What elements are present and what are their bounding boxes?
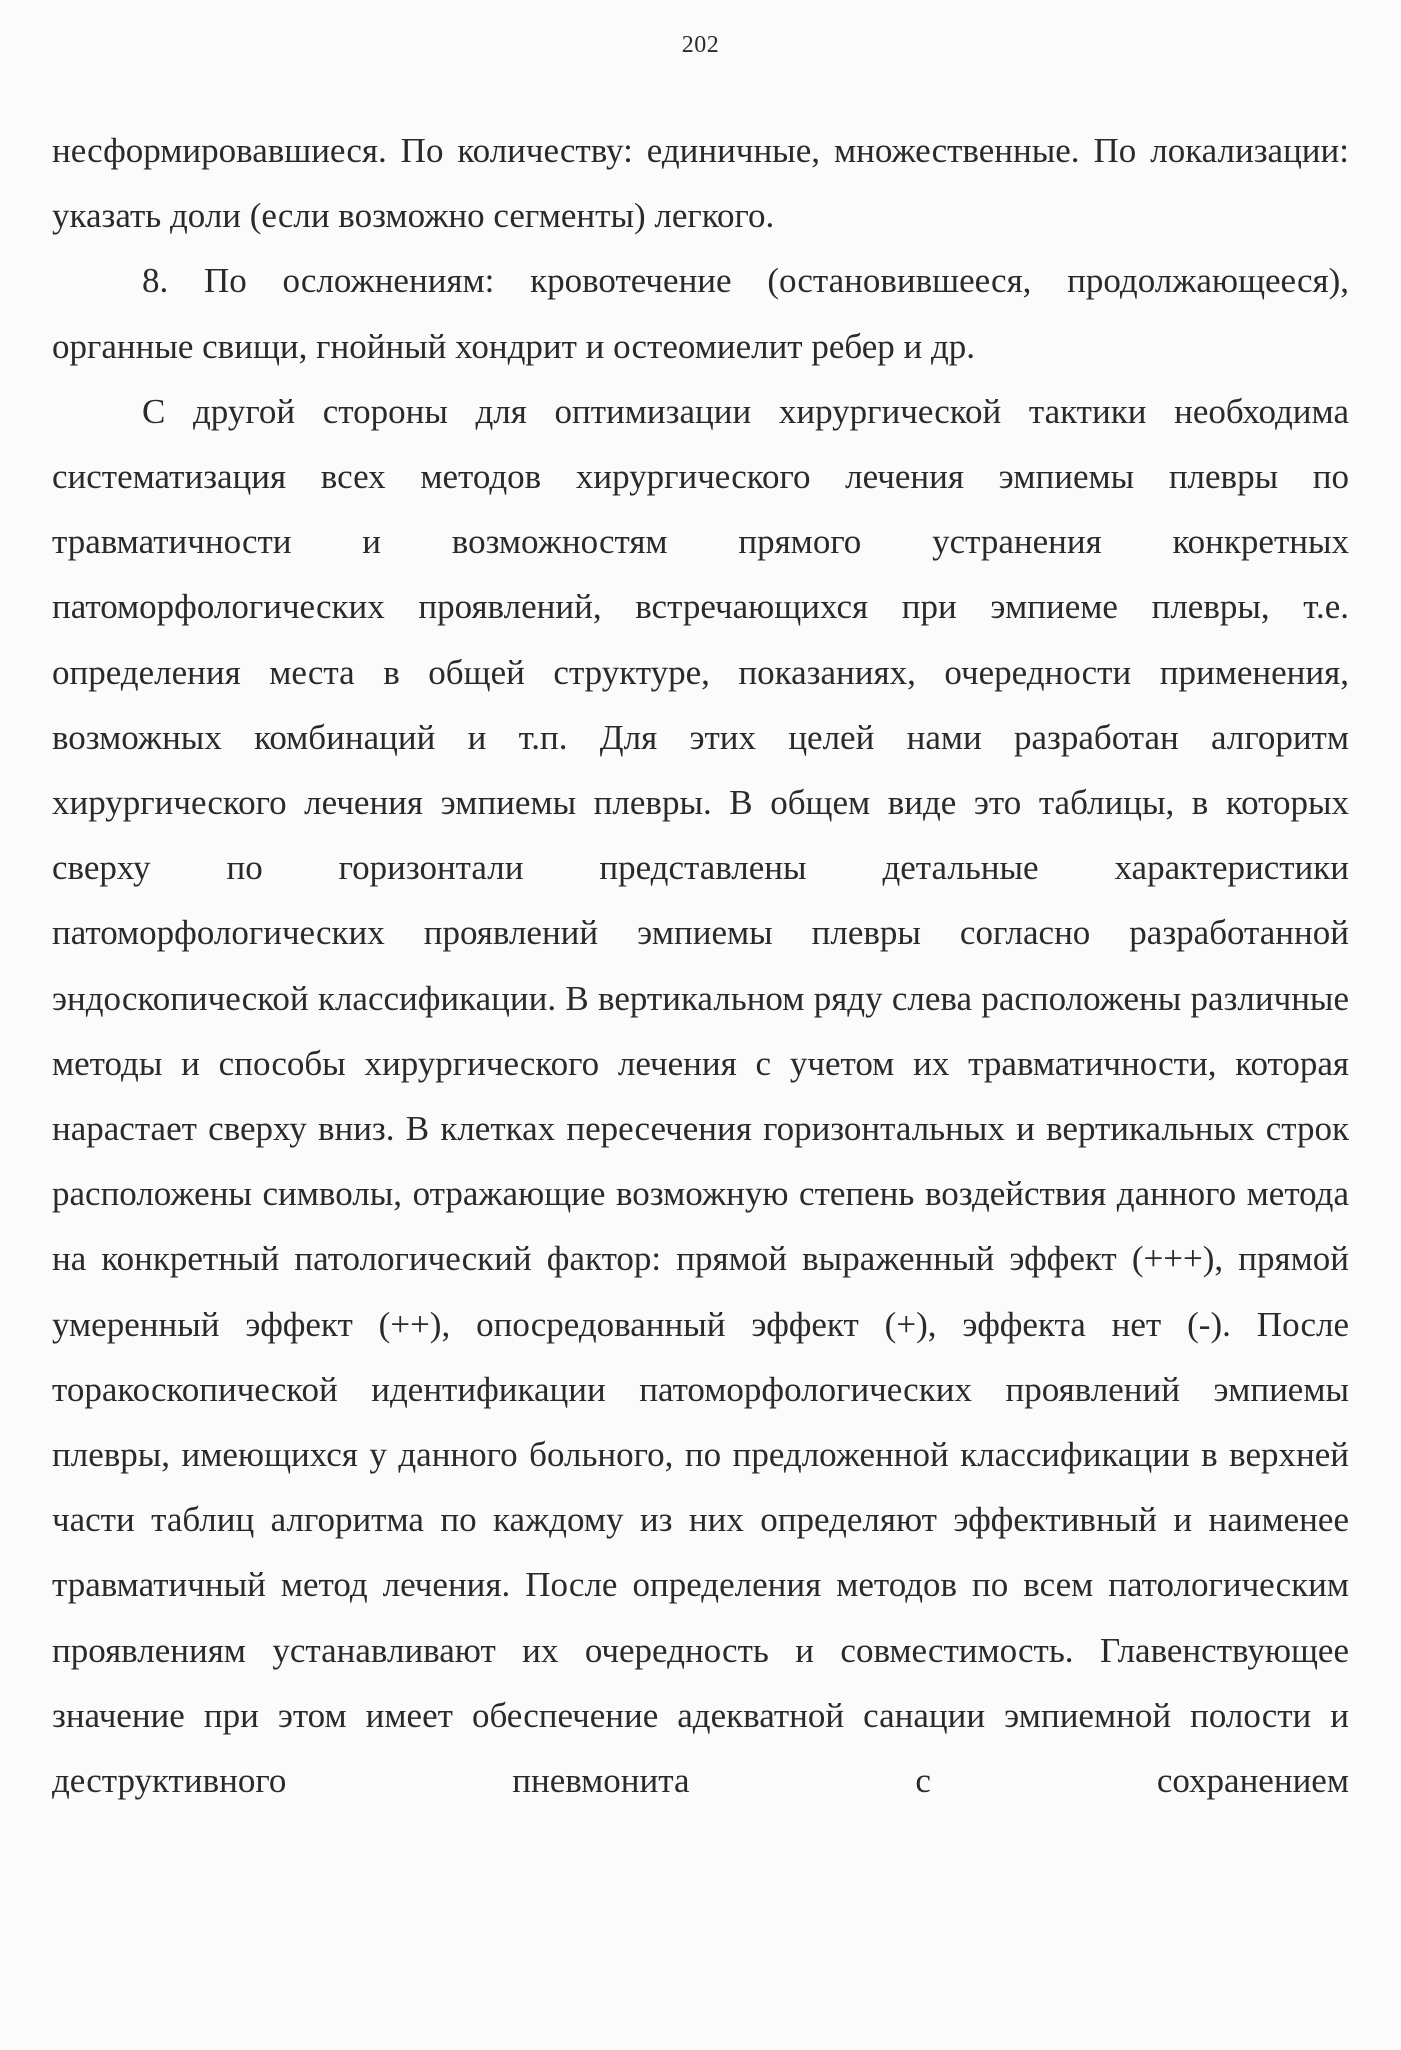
paragraph-surgical-algorithm: С другой стороны для оптимизации хирургической тактики необходима систематизация всех методов хирургического лечения эмпиемы плевры по травматичности и возможностям прямого устранения конкретных патоморфологических проявлений, встречающихся при эмпиеме плевры, т.е. определения места в общей структуре, показаниях, очередности применения, возможных комбинаций и т.п. Для этих целей нами разработан алгоритм хирургического лечения эмпиемы плевры. В общем виде это таблицы, в которых сверху по горизонтали представлены детальные характеристики патоморфологических проявлений эмпиемы плевры согласно разработанной эндоскопической классификации. В вертикальном ряду слева расположены различные методы и способы хирургического лечения с учетом их травматичности, которая нарастает сверху вниз. В клетках пересечения горизонтальных и вертикальных строк расположены символы, отражающие возможную степень воздействия данного метода на конкретный патологический фактор: прямой выраженный эффект (+++), прямой умеренный эффект (++), опосредованный эффект (+), эффекта нет (-). После торакоскопической идентификации патоморфологических проявлений эмпиемы плевры, имеющихся у данного больного, по предложенной классификации в верхней части таблиц алгоритма по каждому из них определяют эффективный и наименее травматичный метод лечения. После определения методов по всем патологическим проявлениям устанавливают их очередность и совместимость. Главенствующее значение при этом имеет обеспечение адекватной санации эмпиемной полости и деструктивного пневмонита с сохранением xyxy=(52,391,1349,1801)
paragraph-complications: 8. По осложнениям: кровотечение (остановившееся, продолжающееся), органные свищи, гнойный хондрит и остеомиелит ребер и др. xyxy=(52,261,1349,366)
paragraph-continuation: несформировавшиеся. По количеству: единичные, множественные. По локализации: указать доли (если возможно сегменты) легкого. xyxy=(52,131,1349,236)
body-text xyxy=(52,118,1349,1813)
page-number: 202 xyxy=(681,32,720,58)
